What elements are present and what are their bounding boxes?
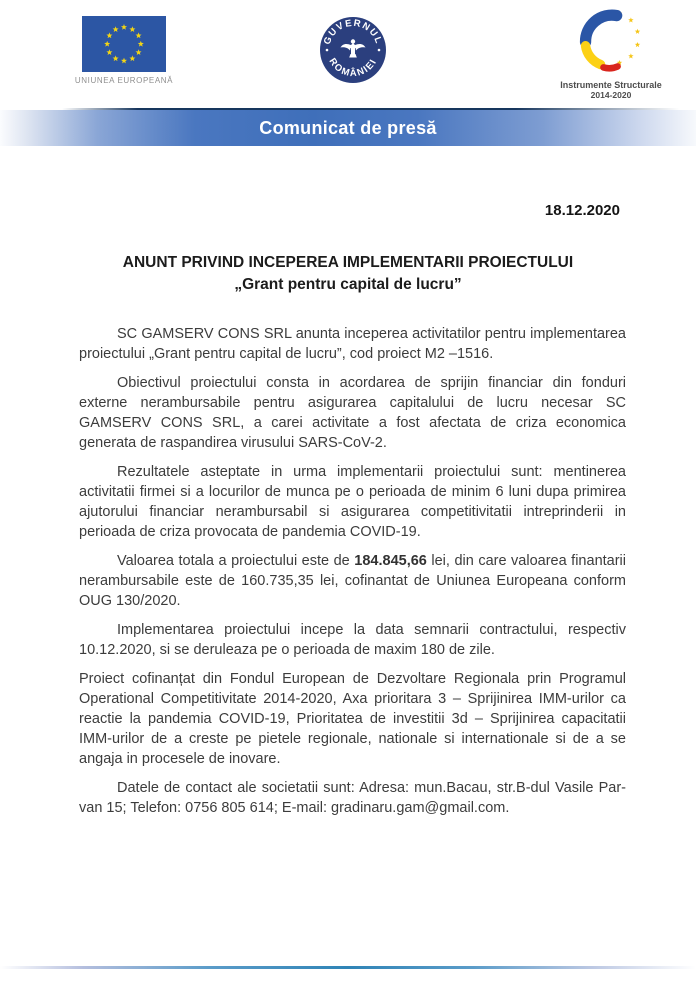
paragraph-implementation: Implementarea proiectului incepe la data semnarii contractului, respectiv 10.12.2020, si se deruleaza pe o perioada de maxim 180 de zile.: [79, 622, 626, 658]
sis-logo-caption-line2: 2014-2020: [590, 90, 632, 100]
gov-seal-text-bottom: ROMÂNIEI: [326, 56, 380, 80]
paragraph-cofinancing: Proiect cofinanțat din Fondul European de Dezvoltare Regionala prin Programul Operational Competitivitate 2014-2020, Axa prioritara 3 – Sprijinirea IMM-urilor ca reactie la pandemia COVID-19, Prioritatea de investitii 3d – Sprijinirea capacitatii IMM-urilor de a creste pe pietele regionale, nationale si internationale si de a se angaja in procesele de inovare.: [79, 671, 626, 767]
gov-seal-text-top: GUVERNUL: [321, 17, 385, 47]
eu-logo: [72, 16, 176, 85]
document-title-line2: „Grant pentru capital de lucru”: [234, 276, 462, 293]
paragraph-contact: Datele de contact ale societatii sunt: Adresa: mun.Bacau, str.B-dul Vasile Par-van 15; Telefon: 0756 805 614; E-mail: gradinaru.gam@gmail.com.: [79, 780, 626, 816]
sis-logo: [543, 8, 679, 100]
paragraph-announcement: SC GAMSERV CONS SRL anunta inceperea activitatilor pentru implementarea proiectului „Grant pentru capital de lucru”, cod proiect M2 –1516.: [79, 326, 626, 362]
banner-title: Comunicat de presă: [259, 117, 437, 138]
document-date: 18.12.2020: [544, 202, 620, 219]
press-banner: [0, 110, 696, 146]
document-title-line1: ANUNT PRIVIND INCEPEREA IMPLEMENTARII PROIECTULUI: [122, 254, 574, 271]
sis-logo-caption-line1: Instrumente Structurale: [560, 80, 662, 90]
header-logos: [0, 0, 696, 104]
paragraph-objective: Obiectivul proiectului consta in acordarea de sprijin financiar din fonduri externe nerambursabile pentru asigurarea capitalului de lucru necesar SC GAMSERV CONS SRL, a carei activitate a fost afectata de criza economica generata de raspandirea virusului SARS-CoV-2.: [79, 375, 626, 451]
total-value-amount: 184.845,66: [354, 553, 427, 569]
eu-flag-icon: [80, 16, 168, 72]
gov-seal-icon: [320, 17, 386, 83]
sis-swoosh-icon: [551, 8, 671, 74]
eu-logo-caption: UNIUNEA EUROPEANĂ: [74, 76, 174, 85]
document-title: [60, 252, 636, 296]
gov-logo: [320, 17, 386, 83]
paragraph-value: [79, 551, 626, 611]
document-body: [79, 324, 626, 827]
footer-divider: [0, 966, 696, 969]
paragraph-results: Rezultatele asteptate in urma implementarii proiectului sunt: mentinerea activitatii firmei si a locurilor de munca pe o perioada de minim 6 luni dupa primirea ajutorului financiar nerambursabil si asigurarea competitivitatii intreprinderii in perioada de criza provocata de pandemia COVID-19.: [79, 464, 626, 540]
paragraph-value-pre: Valoarea totala a proiectului este de: [117, 553, 355, 569]
paragraph-value-post: lei, din care valoarea finantarii nerambursabile este de 160.735,35 lei, cofinantat de Uniunea Europeana conform OUG 130/2020.: [79, 553, 626, 609]
